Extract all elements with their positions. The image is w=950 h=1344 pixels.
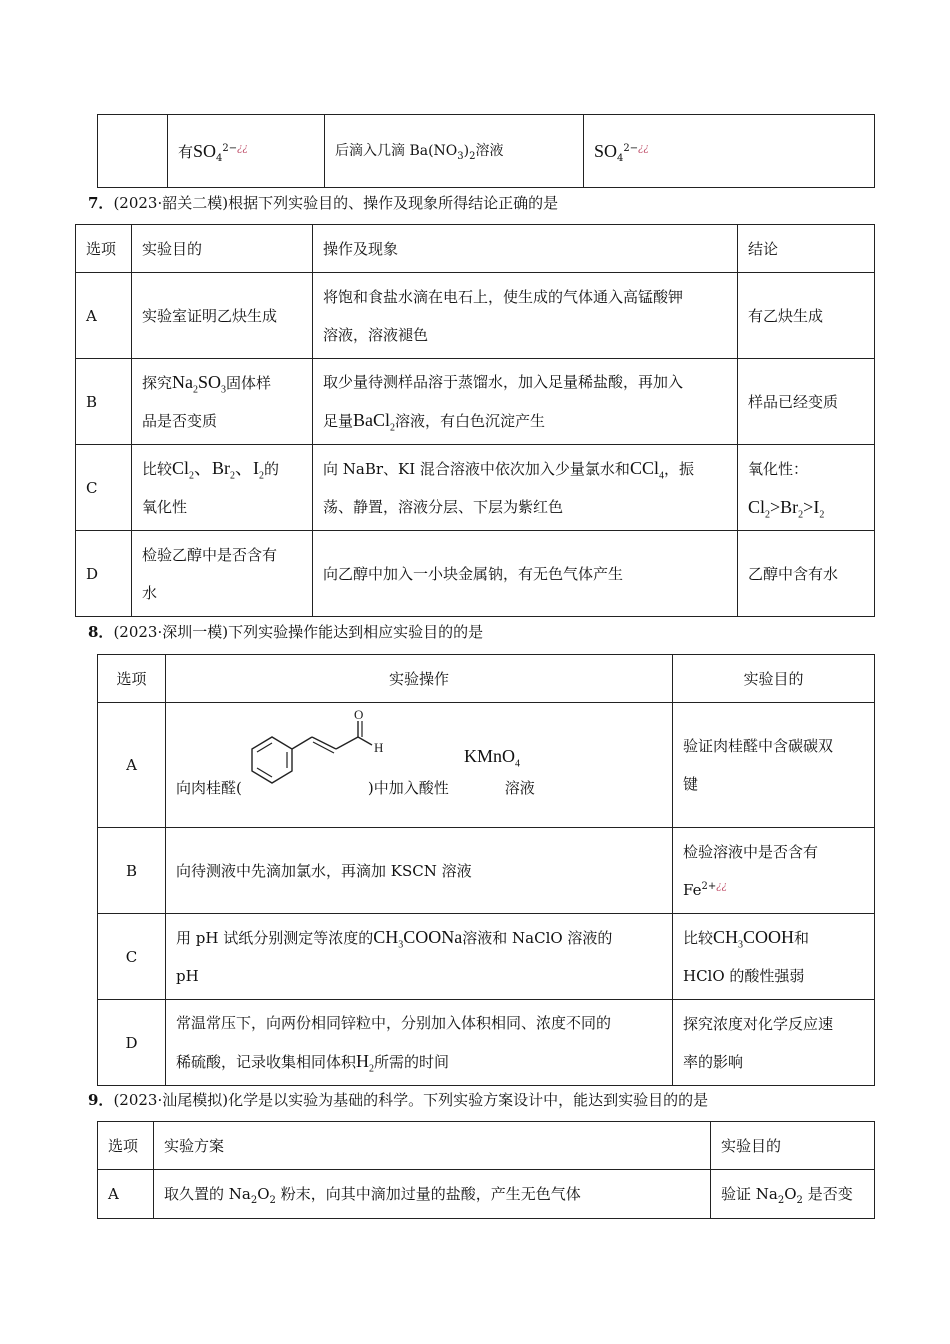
formula-order: $Cl_2>Br_2>I_2$	[748, 496, 825, 521]
text: 和	[794, 929, 810, 947]
formula-halogens: $Cl_2$、$Br_2$、$I_2$	[172, 458, 265, 482]
question-7-text: (2023·韶关二模)根据下列实验目的、操作及现象所得结论正确的是	[113, 194, 559, 212]
option-label: B	[98, 828, 166, 914]
purpose-cell	[673, 1000, 875, 1086]
formula-fe: Fe	[683, 880, 702, 899]
formula-so4: SO	[193, 140, 217, 161]
text: pH	[176, 967, 199, 985]
table-row	[76, 445, 875, 531]
option-label: D	[98, 1000, 166, 1086]
text: 足量	[323, 412, 354, 430]
table-row	[76, 273, 875, 359]
text-has: 有	[178, 142, 194, 161]
text: 用 pH 试纸分别测定等浓度的	[176, 929, 374, 947]
option-label: C	[76, 445, 132, 531]
question-9-table	[97, 1121, 875, 1219]
text: 品是否变质	[142, 412, 218, 430]
formula-na2so3: $Na_2SO_3$	[172, 372, 227, 396]
text-solution: 溶液	[475, 143, 504, 159]
text: 向 NaBr、KI 混合溶液中依次加入少量氯水和	[323, 460, 630, 478]
purpose-cell: 检验溶液中是否含有 $Fe^{2+¿¿}$	[673, 828, 875, 914]
table-row	[76, 531, 875, 617]
header-option: 选项	[76, 225, 132, 273]
purpose-cell	[132, 531, 313, 617]
operation-line: 溶液，溶液褪色	[323, 325, 429, 344]
cell-conclusion-fragment: 有$SO_4^{2-¿¿}$	[168, 115, 325, 188]
conclusion-cell	[738, 445, 875, 531]
operation-cell	[166, 1000, 673, 1086]
option-label: A	[98, 1170, 154, 1219]
conclusion-cell: 乙醇中含有水	[738, 531, 875, 617]
table-row	[98, 703, 875, 828]
text: 比较	[683, 929, 714, 947]
table-row	[98, 1000, 875, 1086]
text: 粉末，向其中滴加过量的盐酸，产生无色气体	[275, 1185, 581, 1203]
text: 是否变	[802, 1185, 853, 1203]
text: 氧化性：	[748, 459, 809, 478]
formula-ch3cooh: $CH_3COOH$	[713, 927, 795, 951]
text: 取久置的	[164, 1185, 229, 1203]
text: 所需的时间	[374, 1053, 450, 1071]
table-row	[98, 828, 875, 914]
question-8-number: 8．	[88, 623, 114, 641]
option-label: A	[98, 703, 166, 828]
table-row	[76, 359, 875, 445]
plan-cell	[154, 1170, 711, 1219]
operation-cell	[313, 273, 738, 359]
purpose-cell	[711, 1170, 875, 1219]
operation-line: 取少量待测样品溶于蒸馏水，加入足量稀盐酸，再加入	[323, 373, 684, 391]
option-label: B	[76, 359, 132, 445]
purpose-cell	[132, 445, 313, 531]
header-option: 选项	[98, 655, 166, 703]
text: ，振	[663, 460, 694, 478]
formula-ch3coona: $CH_3COONa$	[373, 927, 463, 951]
operation-cell	[313, 445, 738, 531]
header-purpose: 实验目的	[673, 655, 875, 703]
formula-na2o2: $Na_2O_2$	[755, 1185, 803, 1206]
operation-cell	[313, 359, 738, 445]
operation-line: 将饱和食盐水滴在电石上，使生成的气体通入高锰酸钾	[323, 287, 684, 306]
table-row	[98, 914, 875, 1000]
cell-empty	[98, 115, 168, 188]
header-purpose: 实验目的	[711, 1122, 875, 1170]
question-8-table	[97, 654, 875, 1086]
text: 键	[683, 775, 699, 793]
text: 氧化性	[142, 498, 188, 516]
question-7-title	[88, 193, 558, 213]
conclusion-cell: 有乙炔生成	[738, 273, 875, 359]
table-header-row	[98, 1122, 875, 1170]
text: 稀硫酸，记录收集相同体积	[176, 1053, 357, 1071]
purpose-cell	[673, 703, 875, 828]
table-continued	[97, 114, 875, 188]
header-conclusion: 结论	[738, 225, 875, 273]
text: 向肉桂醛(	[176, 779, 242, 797]
cinnamaldehyde-structure	[238, 709, 398, 785]
operation-line: 荡、静置，溶液分层、下层为紫红色	[323, 498, 564, 516]
question-7-table	[75, 224, 875, 617]
text: 溶液	[504, 779, 535, 797]
header-operation: 实验操作	[166, 655, 673, 703]
reagent-text: KMnO	[464, 746, 516, 766]
text: 探究	[142, 374, 173, 392]
operation-cell	[166, 914, 673, 1000]
text: 固体样	[226, 374, 272, 392]
text: 检验乙醇中是否含有	[142, 545, 278, 564]
cell-operation-fragment: 后滴入几滴 $Ba(NO_3)_2$溶液	[325, 115, 584, 188]
formula-ccl4: CCl$_4$	[629, 458, 664, 482]
text: 验证肉桂醛中含碳碳双	[683, 737, 834, 755]
operation-line	[176, 777, 535, 799]
option-label: D	[76, 531, 132, 617]
purpose-cell: 实验室证明乙炔生成	[132, 273, 313, 359]
text: 溶液和 NaClO 溶液的	[462, 929, 613, 947]
text-ba-no3: 后滴入几滴 Ba(NO	[335, 143, 458, 159]
table-row	[98, 1170, 875, 1219]
question-8-title	[88, 622, 483, 642]
header-operation: 操作及现象	[313, 225, 738, 273]
svg-text:O: O	[354, 709, 364, 722]
question-7-number: 7．	[88, 194, 114, 212]
table-header-row	[98, 655, 875, 703]
question-9-number: 9．	[88, 1091, 114, 1109]
text: 水	[142, 583, 158, 602]
table-header-row	[76, 225, 875, 273]
text: 的	[264, 460, 280, 478]
text: 率的影响	[683, 1052, 744, 1071]
text: 验证	[721, 1185, 756, 1203]
purpose-cell	[132, 359, 313, 445]
text: 探究浓度对化学反应速	[683, 1014, 834, 1033]
question-9-text: (2023·汕尾模拟)化学是以实验为基础的科学。下列实验方案设计中，能达到实验目的的是	[113, 1091, 709, 1109]
text: )中加入酸性	[367, 779, 449, 797]
text-ba-tail: )	[463, 143, 470, 159]
header-plan: 实验方案	[154, 1122, 711, 1170]
text: 比较	[142, 460, 173, 478]
formula-so4-2: SO	[594, 140, 618, 161]
header-option: 选项	[98, 1122, 154, 1170]
purpose-cell	[673, 914, 875, 1000]
conclusion-cell: 样品已经变质	[738, 359, 875, 445]
text: 溶液，有白色沉淀产生	[395, 412, 546, 430]
question-9-title	[88, 1090, 708, 1110]
text: 检验溶液中是否含有	[683, 842, 819, 861]
option-label: C	[98, 914, 166, 1000]
reagent-kmno4: KMnO$_4$	[464, 746, 521, 770]
operation-cell	[166, 703, 673, 828]
text: HClO 的酸性强弱	[683, 967, 805, 985]
formula-na2o2: $Na_2O_2$	[228, 1185, 276, 1206]
cell-result-fragment: $SO_4^{2-¿¿}$	[584, 115, 875, 188]
option-label: A	[76, 273, 132, 359]
formula-h2: $H_2$	[356, 1051, 375, 1075]
operation-cell: 向待测液中先滴加氯水，再滴加 KSCN 溶液	[166, 828, 673, 914]
operation-cell: 向乙醇中加入一小块金属钠，有无色气体产生	[313, 531, 738, 617]
svg-text:H: H	[374, 740, 384, 755]
formula-bacl2: BaCl$_2$	[353, 410, 396, 434]
text: 常温常压下，向两份相同锌粒中，分别加入体积相同、浓度不同的	[176, 1014, 612, 1032]
header-purpose: 实验目的	[132, 225, 313, 273]
question-8-text: (2023·深圳一模)下列实验操作能达到相应实验目的的是	[113, 623, 484, 641]
